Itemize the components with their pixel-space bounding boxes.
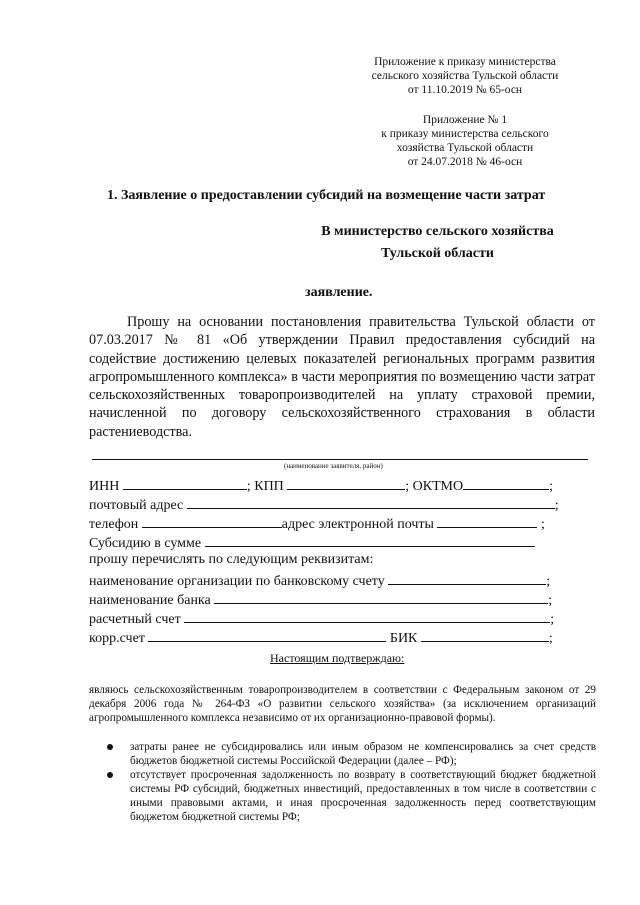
- recipient-block: [300, 221, 575, 265]
- confirm-intro: являюсь сельскохозяйственным товаропроизводителем в соответствии с Федеральным законом от 29 декабря 2006 года № 264-ФЗ «О развитии сельского хозяйства» (за исключением организаций агропромышленного комплекса независимо от их организационно-правовой формы).: [89, 684, 596, 724]
- bullet-text: отсутствует просроченная задолженность по возврату в соответствующий бюджет бюджетной системы РФ субсидий, бюджетных инвестиций, предоставленных в том числе в соответствии с иными правовыми актами, и иная просроченная задолженность перед соответствующим бюджетом бюджетной системы РФ;: [130, 769, 596, 823]
- statement-title: заявление.: [305, 285, 373, 300]
- inn-kpp-oktmo-row: ИНН ; КПП ; ОКТМО ;: [89, 476, 553, 495]
- bik-label: БИК: [389, 631, 418, 646]
- appendix-line: сельского хозяйства Тульской области: [371, 70, 559, 82]
- account-field[interactable]: [184, 609, 550, 623]
- bullet-dot: [107, 772, 113, 778]
- subsidy-label: Субсидию в сумме: [89, 536, 202, 551]
- kpp-label: ; КПП: [246, 479, 284, 494]
- corr-label: корр.счет: [89, 631, 145, 646]
- subsidy-amount-field[interactable]: [205, 533, 535, 547]
- inn-label: ИНН: [89, 479, 120, 494]
- oktmo-field[interactable]: [463, 476, 549, 490]
- org-name-row: наименование организации по банковскому счету ;: [89, 571, 550, 590]
- appendix-reference-block: [335, 113, 595, 169]
- email-field[interactable]: [437, 514, 537, 528]
- postal-label: почтовый адрес: [89, 498, 184, 513]
- bullet-dot: [107, 744, 113, 750]
- appendix-line: Приложение № 1: [422, 114, 508, 126]
- account-label: расчетный счет: [89, 612, 181, 627]
- postal-row: почтовый адрес ;: [89, 495, 559, 514]
- applicant-caption: (наименование заявителя, район): [284, 462, 383, 470]
- section-heading: 1. Заявление о предоставлении субсидий на возмещение части затрат: [107, 188, 546, 203]
- confirm-bullets: [130, 740, 596, 824]
- recipient-line: В министерство сельского хозяйства: [321, 224, 554, 239]
- transfer-row: прошу перечислять по следующим реквизитам:: [89, 552, 374, 567]
- org-name-field[interactable]: [388, 571, 546, 585]
- corr-bik-row: корр.счет БИК ;: [89, 628, 553, 647]
- bank-label: наименование банка: [89, 593, 211, 608]
- appendix-line: к приказу министерства сельского: [381, 128, 549, 140]
- bank-row: наименование банка ;: [89, 590, 552, 609]
- applicant-name-line[interactable]: [92, 459, 588, 460]
- postal-field[interactable]: [187, 495, 555, 509]
- bullet-text: затраты ранее не субсидировались или иным образом не компенсировались за счет средств бюджетов бюджетной системы Российской Федерации (далее – РФ);: [130, 741, 596, 767]
- kpp-field[interactable]: [287, 476, 405, 490]
- confirm-bullet-item: [130, 740, 596, 768]
- appendix-line: Приложение к приказу министерства: [374, 56, 556, 68]
- email-label: адрес электронной почты: [281, 517, 434, 532]
- bik-field[interactable]: [421, 628, 549, 642]
- org-name-label: наименование организации по банковскому счету: [89, 574, 385, 589]
- body-paragraph: Прошу на основании постановления правительства Тульской области от 07.03.2017 № 81 «Об утверждении Правил предоставления субсидий на содействие достижению целевых показателей региональных программ развития агропромышленного комплекса» в части мероприятия по возмещению части затрат сельскохозяйственных товаропроизводителей на уплату страховой премии, начисленной по договору сельскохозяйственного страхования в области растениеводства.: [89, 314, 595, 440]
- phone-label: телефон: [89, 517, 139, 532]
- corr-account-field[interactable]: [148, 628, 386, 642]
- appendix-line: хозяйства Тульской области: [396, 142, 534, 154]
- account-row: расчетный счет ;: [89, 609, 554, 628]
- bank-field[interactable]: [214, 590, 548, 604]
- subsidy-row: [89, 533, 535, 552]
- recipient-line: Тульской области: [381, 246, 494, 261]
- inn-field[interactable]: [123, 476, 247, 490]
- oktmo-label: ; ОКТМО: [405, 479, 464, 494]
- appendix-line: от 24.07.2018 № 46-осн: [407, 156, 523, 168]
- confirm-bullet-item: [130, 768, 596, 824]
- appendix-order-block: [335, 55, 595, 97]
- appendix-line: от 11.10.2019 № 65-осн: [407, 84, 523, 96]
- confirm-title: Настоящим подтверждаю:: [270, 651, 405, 665]
- phone-field[interactable]: [142, 514, 282, 528]
- phone-email-row: телефон адрес электронной почты ;: [89, 514, 545, 533]
